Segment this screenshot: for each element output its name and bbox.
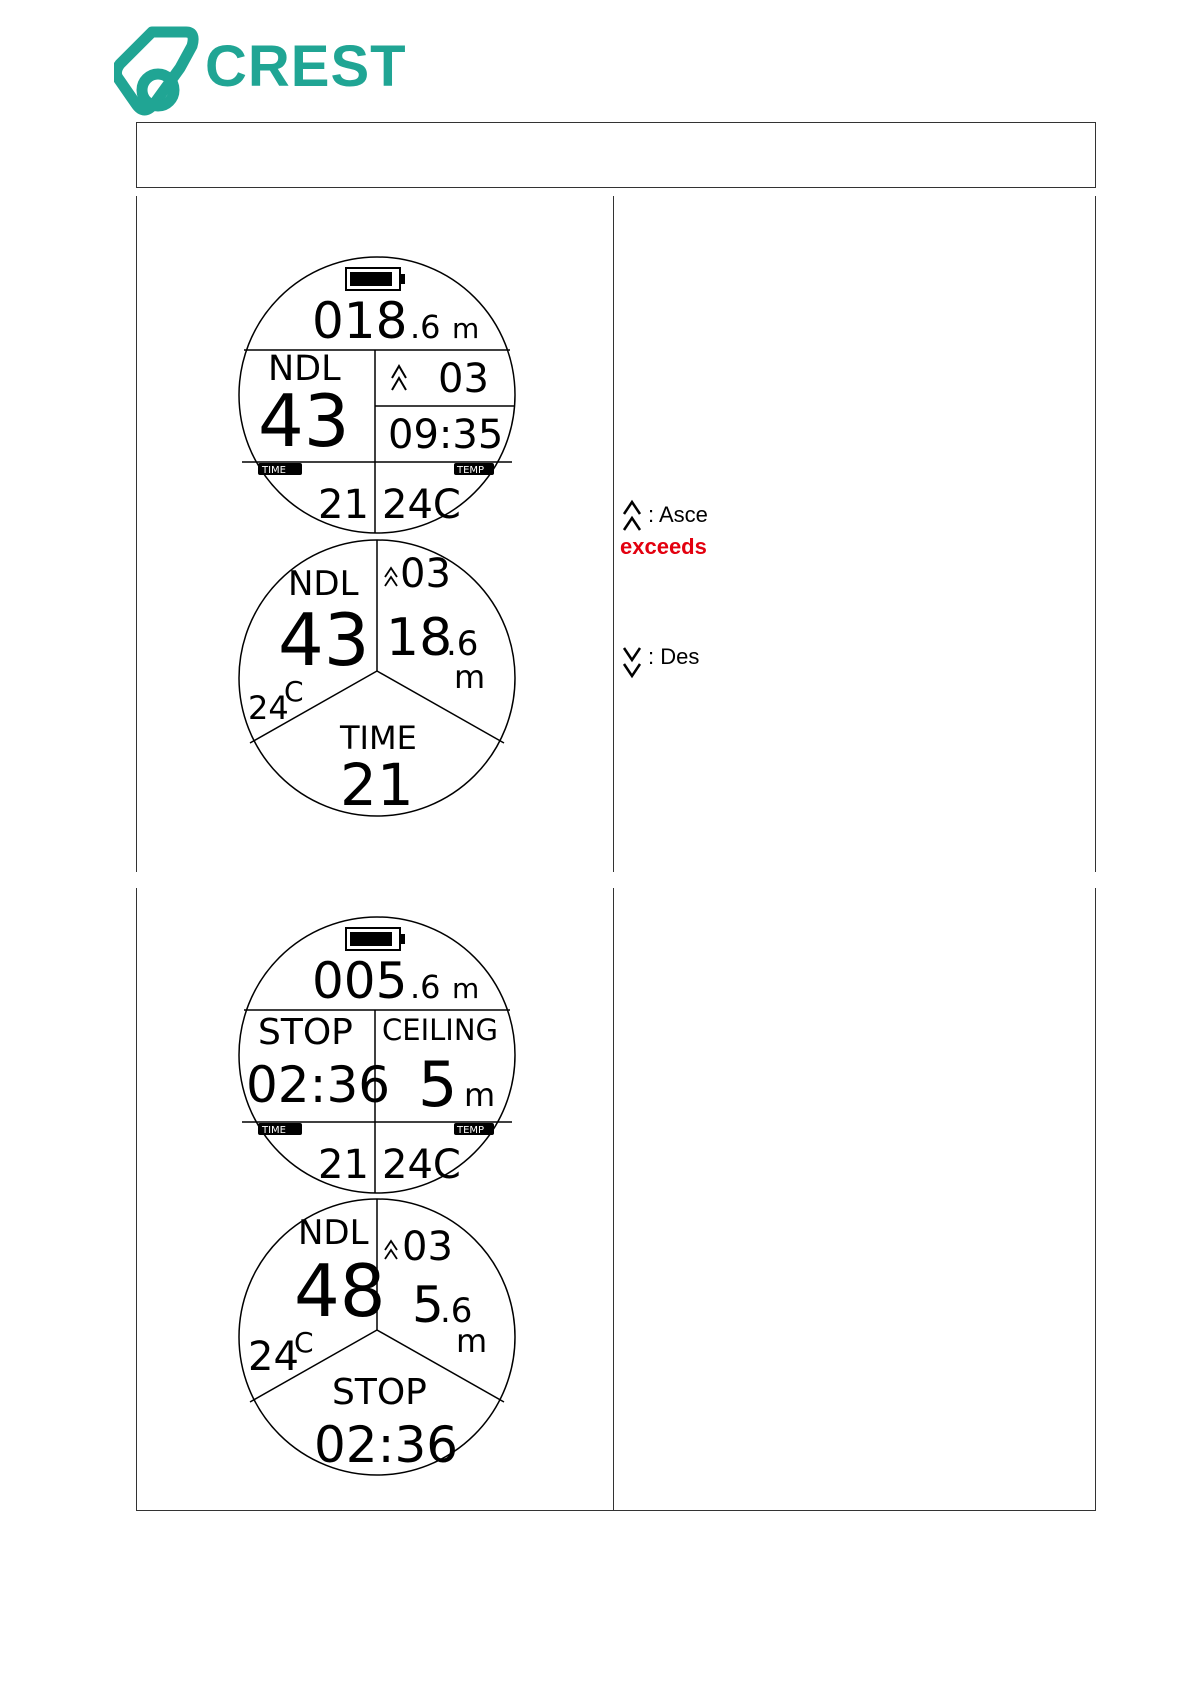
dive-time-value: 21 [340,751,414,819]
dive-time-value: 21 [318,1142,369,1188]
ascent-warning-text: exceeds [620,534,707,559]
temp-tag: TEMP [457,465,485,476]
ndl-label: NDL [268,349,341,389]
temp-tag: TEMP [457,1125,485,1136]
depth-decimal: .6 [410,968,441,1006]
stop-label: STOP [332,1372,427,1413]
depth-unit: m [452,312,480,345]
ceiling-value: 5 [418,1048,458,1121]
depth-main: 018 [312,292,408,350]
depth-decimal: .6 [446,624,479,664]
descent-legend-text: : Des [648,644,700,669]
table-left-border-bottom [136,888,137,1510]
watch-display-1 [232,250,522,540]
ascent-rate-value: 03 [438,356,489,402]
temperature-value: 24 [248,1334,299,1380]
depth-unit: m [454,658,486,696]
header-box [136,122,1096,188]
temperature-unit: C [294,1326,314,1359]
depth-main: 18 [386,608,453,668]
time-tag: TIME [262,1125,287,1136]
dive-time-value: 21 [318,482,369,528]
table-column-divider-top [613,196,614,872]
temperature-value: 24C [382,482,461,528]
table-bottom-border [136,1510,1096,1511]
temperature-value: 24C [382,1142,461,1188]
watch-display-3 [232,910,522,1200]
time-label: TIME [340,719,417,757]
ascent-rate-value: 03 [400,551,451,597]
depth-decimal: .6 [440,1291,473,1331]
watch-display-2 [232,533,522,823]
stop-label: STOP [258,1012,353,1053]
depth-decimal: .6 [410,308,441,346]
ndl-label: NDL [288,564,359,604]
depth-main: 5 [412,1276,444,1334]
ndl-value: 43 [278,598,370,682]
watch-display-4 [232,1192,522,1482]
double-chevron-down-icon [620,644,644,680]
depth-main: 005 [312,952,408,1010]
table-column-divider-bottom [613,888,614,1510]
brand-name: CREST [205,34,407,99]
table-right-border-top [1095,196,1096,872]
ndl-label: NDL [298,1213,369,1253]
stop-value: 02:36 [246,1056,391,1114]
clock-value: 09:35 [388,412,504,458]
ceiling-unit: m [464,1076,496,1114]
depth-unit: m [456,1322,488,1360]
ascent-rate-value: 03 [402,1224,453,1270]
ndl-value: 43 [258,379,350,463]
ndl-value: 48 [294,1249,386,1333]
temperature-unit: C [284,675,304,708]
table-left-border-top [136,196,137,872]
double-chevron-up-icon [620,498,644,534]
table-right-border-bottom [1095,888,1096,1510]
ceiling-label: CEILING [382,1013,498,1047]
stop-value: 02:36 [314,1416,459,1474]
time-tag: TIME [262,465,287,476]
temperature-value: 24 [248,689,289,727]
ascent-legend-text: : Asce [648,502,708,527]
depth-unit: m [452,972,480,1005]
